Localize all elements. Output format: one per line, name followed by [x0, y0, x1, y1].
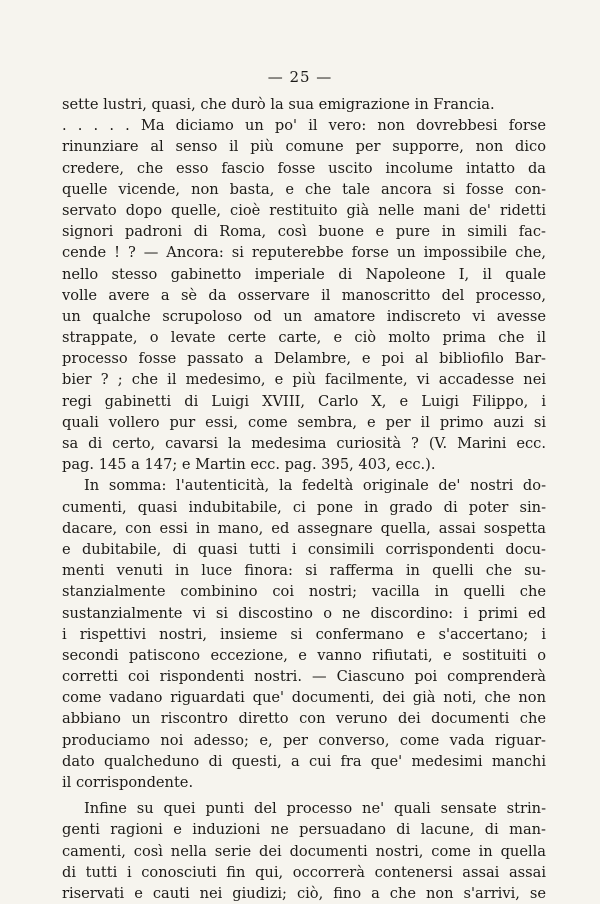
text-line: servato dopo quelle, cioè restituito già nelle mani de' ridetti [62, 201, 546, 219]
text-line: In somma: l'autenticità, la fedeltà originale de' nostri do- [84, 477, 546, 495]
text-line: riservati e cauti nei giudizi; ciò, fino a che non s'arrivi, se [62, 884, 546, 902]
text-line: dato qualcheduno di questi, a cui fra que' medesimi manchi [62, 752, 546, 770]
text-line: credere, che esso fascio fosse uscito incolume intatto da [62, 159, 546, 177]
text-line: sustanzialmente vi si discostino o ne discordino: i primi ed [62, 604, 546, 622]
text-line: Infine su quei punti del processo ne' quali sensate strin- [84, 800, 546, 818]
text-line: volle avere a sè da osservare il manoscritto del processo, [62, 286, 546, 304]
text-line: di tutti i conosciuti fin qui, occorrerà contenersi assai assai [62, 863, 546, 881]
text-line: regi gabinetti di Luigi XVIII, Carlo X, e Luigi Filippo, i [62, 392, 546, 410]
text-line: abbiano un riscontro diretto con veruno dei documenti che [62, 710, 546, 728]
text-line: processo fosse passato a Delambre, e poi al bibliofilo Bar- [62, 350, 546, 368]
text-line: e dubitabile, di quasi tutti i consimili corrispondenti docu- [62, 540, 546, 558]
text-line: genti ragioni e induzioni ne persuadano di lacune, di man- [62, 821, 546, 839]
text-line: camenti, così nella serie dei documenti nostri, come in quella [62, 842, 546, 860]
text-line: secondi patiscono eccezione, e vanno rifiutati, e sostituiti o [62, 646, 546, 664]
text-line: nello stesso gabinetto imperiale di Napoleone I, il quale [62, 265, 546, 283]
text-line: sette lustri, quasi, che durò la sua emigrazione in Francia. [62, 96, 495, 113]
text-line: un qualche scrupoloso od un amatore indiscreto vi avesse [62, 307, 546, 325]
text-line: quali vollero pur essi, come sembra, e per il primo auzi si [62, 413, 546, 431]
text-line: menti venuti in luce finora: si rafferma in quelli che su- [62, 562, 546, 580]
text-line: dacare, con essi in mano, ed assegnare quella, assai sospetta [62, 519, 546, 537]
body-text [62, 94, 546, 904]
text-line: bier ? ; che il medesimo, e più facilmente, vi accadesse nei [62, 371, 546, 389]
text-line: come vadano riguardati que' documenti, dei già noti, che non [62, 689, 546, 707]
text-line: pag. 145 a 147; e Martin ecc. pag. 395, 403, ecc.). [62, 456, 436, 474]
text-line: il corrispondente. [62, 774, 194, 791]
text-line: quelle vicende, non basta, e che tale ancora si fosse con- [62, 180, 546, 198]
text-line: produciamo noi adesso; e, per converso, come vada riguar- [62, 731, 546, 749]
text-line: i rispettivi nostri, insieme si confermano e s'accertano; i [62, 625, 546, 643]
text-line: stanzialmente combinino coi nostri; vacilla in quelli che [62, 583, 546, 601]
text-line: signori padroni di Roma, così buone e pure in simili fac- [62, 223, 546, 241]
page-number: — 25 — [267, 68, 333, 86]
text-line: sa di certo, cavarsi la medesima curiosità ? (V. Marini ecc. [62, 435, 546, 452]
text-line: cumenti, quasi indubitabile, ci pone in grado di poter sin- [62, 498, 546, 516]
text-line: rinunziare al senso il più comune per supporre, non dico [62, 138, 546, 156]
text-line: . . . . . Ma diciamo un po' il vero: non dovrebbesi forse [62, 117, 546, 135]
text-line: cende ! ? — Ancora: si reputerebbe forse un impossibile che, [62, 244, 546, 262]
text-line: corretti coi rispondenti nostri. — Ciascuno poi comprenderà [62, 668, 546, 686]
text-line: strappate, o levate certe carte, e ciò molto prima che il [62, 329, 546, 347]
